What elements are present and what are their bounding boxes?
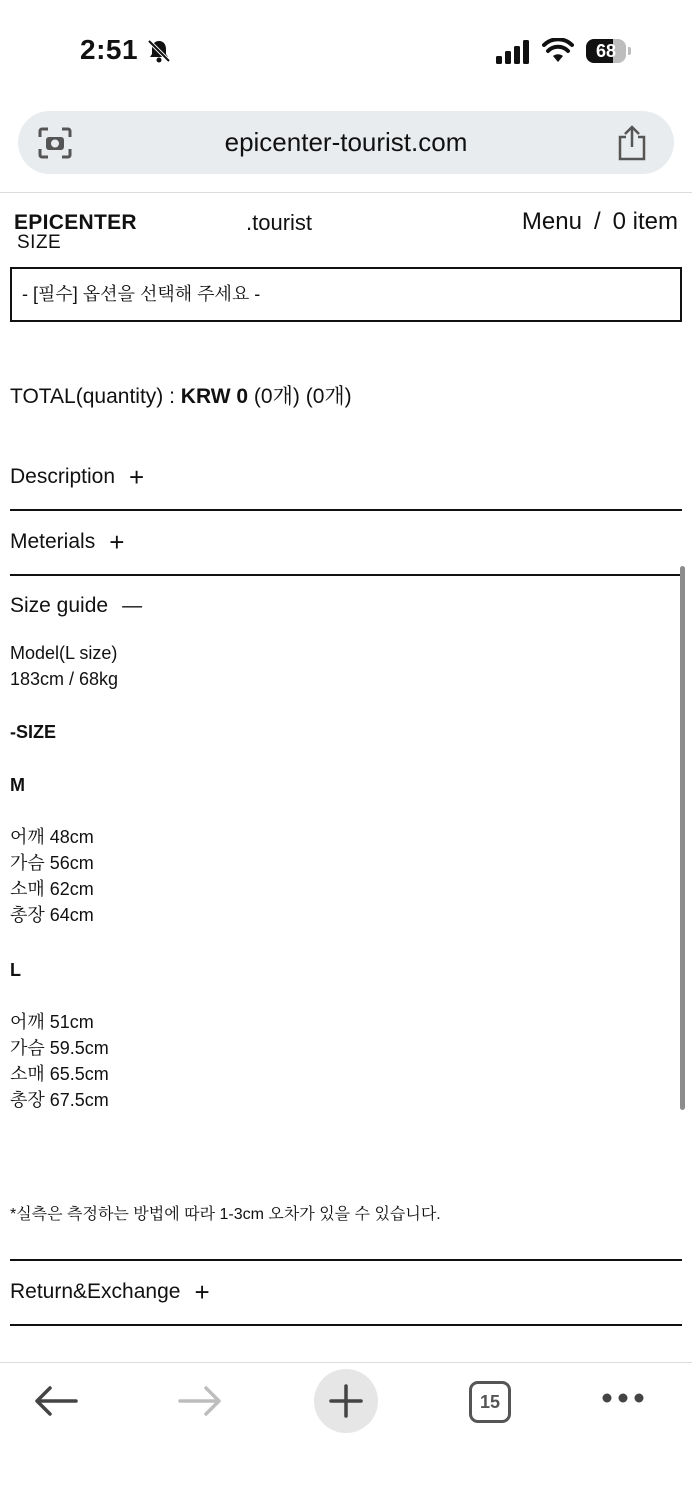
total-label: TOTAL(quantity) : xyxy=(10,385,181,408)
arrow-right-icon[interactable] xyxy=(176,1383,224,1419)
cart-link[interactable]: 0 item xyxy=(612,208,678,235)
bell-slash-icon xyxy=(146,38,172,64)
battery-level: 68 xyxy=(595,41,617,61)
new-tab-button[interactable] xyxy=(314,1369,378,1433)
divider xyxy=(10,1324,682,1326)
cellular-signal-icon xyxy=(496,40,532,64)
divider xyxy=(10,509,682,511)
nav-separator: / xyxy=(593,208,601,235)
minus-icon[interactable]: — xyxy=(122,595,143,617)
model-stats: 183cm / 68kg xyxy=(10,669,119,689)
plus-icon[interactable]: + xyxy=(129,462,145,492)
section-description[interactable] xyxy=(10,464,144,490)
scrollbar[interactable] xyxy=(680,566,685,1110)
size-measurements xyxy=(10,824,94,928)
model-line: Model(L size) xyxy=(10,643,118,663)
camera-search-icon[interactable] xyxy=(38,127,72,159)
brand-logo[interactable]: EPICENTER xyxy=(14,211,137,234)
plus-icon xyxy=(328,1383,364,1419)
ellipsis-icon[interactable] xyxy=(600,1391,646,1405)
size-measurements xyxy=(10,1009,109,1113)
section-description-label: Description xyxy=(10,465,116,488)
section-size-guide[interactable] xyxy=(10,594,142,618)
measurement-row: 어깨 51cm xyxy=(10,1012,94,1032)
tourist-link[interactable]: .tourist xyxy=(246,210,313,235)
arrow-left-icon[interactable] xyxy=(32,1383,80,1419)
measurement-row: 어깨 48cm xyxy=(10,827,94,847)
total-qty: (0개) xyxy=(253,385,300,408)
tab-count-button[interactable]: 15 xyxy=(469,1381,511,1423)
divider xyxy=(10,1259,682,1261)
status-bar xyxy=(0,0,692,100)
size-name: M xyxy=(10,775,25,795)
divider xyxy=(10,574,682,576)
section-size-guide-label: Size guide xyxy=(10,594,109,617)
model-info xyxy=(10,640,118,692)
plus-icon[interactable]: + xyxy=(109,527,125,557)
measurement-row: 소매 65.5cm xyxy=(10,1064,109,1084)
size-heading: -SIZE xyxy=(10,722,57,742)
measurement-row: 총장 67.5cm xyxy=(10,1090,109,1110)
measurement-note: *실측은 측정하는 방법에 따라 1-3cm 오차가 있을 수 있습니다. xyxy=(10,1206,441,1223)
measurement-row: 총장 64cm xyxy=(10,905,94,925)
plus-icon[interactable]: + xyxy=(194,1277,210,1307)
measurement-row: 소매 62cm xyxy=(10,879,94,899)
share-icon[interactable] xyxy=(616,125,648,161)
menu-link[interactable]: Menu xyxy=(521,208,582,235)
option-select[interactable] xyxy=(10,267,682,322)
divider xyxy=(0,192,692,193)
section-materials-label: Meterials xyxy=(10,530,96,553)
option-select-placeholder: - [필수] 옵션을 선택해 주세요 - xyxy=(22,284,261,304)
size-name: L xyxy=(10,960,21,980)
status-time: 2:51 xyxy=(80,34,139,65)
url-text[interactable]: epicenter-tourist.com xyxy=(224,127,468,157)
browser-toolbar xyxy=(0,1363,692,1500)
measurement-row: 가슴 56cm xyxy=(10,853,94,873)
total-amount: KRW 0 xyxy=(180,385,249,408)
section-return-exchange[interactable] xyxy=(10,1279,210,1305)
total-qty-2: (0개) xyxy=(305,385,352,408)
header-nav xyxy=(522,208,678,236)
section-materials[interactable] xyxy=(10,529,124,555)
section-return-exchange-label: Return&Exchange xyxy=(10,1280,181,1303)
address-bar[interactable] xyxy=(18,111,674,174)
size-label: SIZE xyxy=(17,232,62,253)
battery-indicator xyxy=(586,39,630,63)
total-line xyxy=(10,380,352,410)
wifi-icon xyxy=(542,38,574,64)
measurement-row: 가슴 59.5cm xyxy=(10,1038,109,1058)
